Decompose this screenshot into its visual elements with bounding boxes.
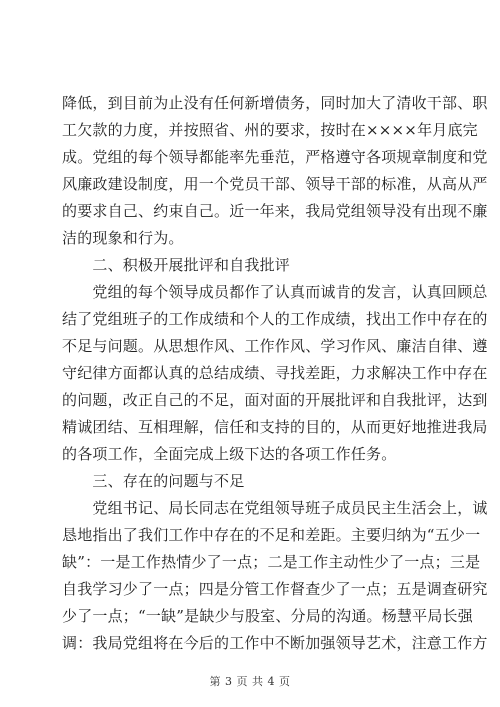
body-text-line: 缺”：一是工作热情少了一点；二是工作主动性少了一点；三是 (62, 553, 481, 571)
body-text-line: 的各项工作，全面完成上级下达的各项工作任务。 (62, 445, 397, 463)
body-text-line: 少了一点；“一缺”是缺少与股室、分局的沟通。杨慧平局长强 (62, 607, 473, 625)
body-text-line: 恳地指出了我们工作中存在的不足和差距。主要归纳为“五少一 (62, 526, 481, 544)
body-text-line: 工欠款的力度，并按照省、州的要求，按时在××××年月底完 (62, 121, 478, 139)
body-text-line: 守纪律方面都认真的总结成绩、寻找差距，力求解决工作中存在 (62, 364, 488, 382)
body-text-line: 党组的每个领导成员都作了认真而诚肯的发言，认真回顾总 (62, 283, 488, 301)
body-text-line: 降低，到目前为止没有任何新增债务，同时加大了清收干部、职 (62, 94, 488, 112)
body-text-line: 不足与问题。从思想作风、工作作风、学习作风、廉洁自律、遵 (62, 337, 488, 355)
section-heading: 二、积极开展批评和自我批评 (62, 256, 291, 274)
body-text-line: 风廉政建设制度，用一个党员干部、领导干部的标准，从高从严 (62, 175, 488, 193)
body-text-line: 成。党组的每个领导都能率先垂范，严格遵守各项规章制度和党 (62, 148, 488, 166)
body-text-line: 调：我局党组将在今后的工作中不断加强领导艺术，注意工作方 (62, 634, 488, 652)
page-number-footer: 第 3 页 共 4 页 (209, 675, 291, 688)
body-text-line: 结了党组班子的工作成绩和个人的工作成绩，找出工作中存在的 (62, 310, 488, 328)
body-text-line: 的问题，改正自己的不足，面对面的开展批评和自我批评，达到 (62, 391, 488, 409)
body-text-line: 自我学习少了一点；四是分管工作督查少了一点；五是调查研究 (62, 580, 488, 598)
body-text-line: 精诚团结、互相理解，信任和支持的目的，从而更好地推进我局 (62, 418, 488, 436)
body-text-line: 洁的现象和行为。 (62, 229, 184, 247)
body-text-line: 党组书记、局长同志在党组领导班子成员民主生活会上，诚 (62, 499, 488, 517)
section-heading: 三、存在的问题与不足 (62, 472, 245, 490)
body-text-line: 的要求自己、约束自己。近一年来，我局党组领导没有出现不廉 (62, 202, 488, 220)
